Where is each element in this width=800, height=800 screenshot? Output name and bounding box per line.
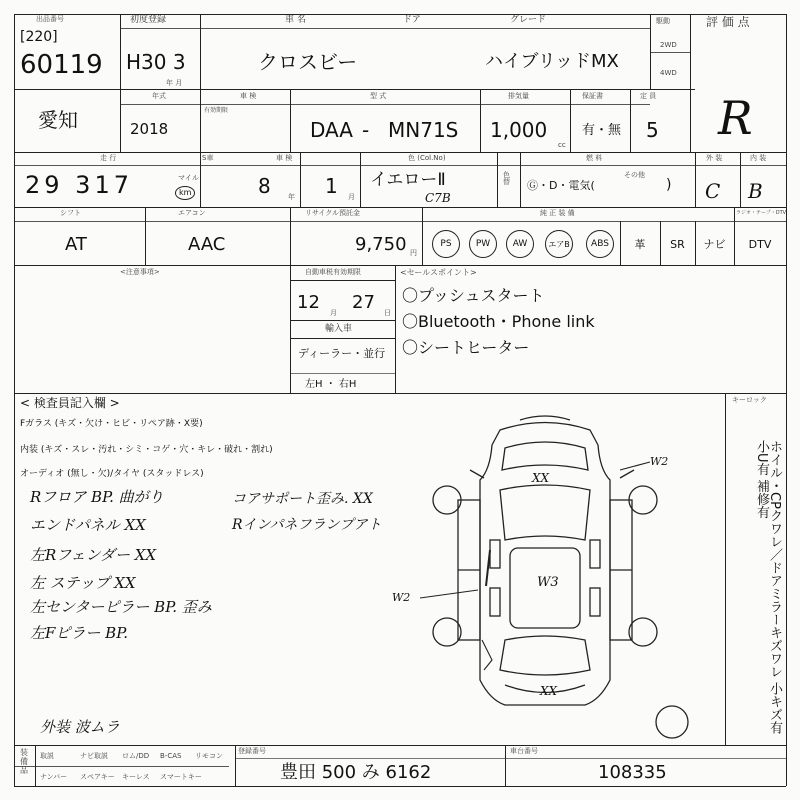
tax-expiry-day: 27 — [352, 292, 375, 313]
plate-label: 登録番号 — [238, 747, 266, 755]
mileage-label: 走 行 — [100, 154, 117, 162]
inspector-note-1: Rフロア BP. 曲がり — [30, 488, 164, 506]
auction-score: R — [718, 91, 753, 145]
first-registration-unit: 年 月 — [166, 79, 183, 87]
door-label: ドア — [403, 15, 421, 25]
recycle-label: リサイクル預託金 — [305, 209, 361, 217]
item-spare-key: スペアキー — [80, 773, 115, 781]
inspector-note-right-2: Rインパネフランプアト — [232, 517, 382, 533]
grade: ハイブリッドMX — [485, 51, 619, 72]
tax-expiry-label: 自動車税有効期限 — [305, 268, 361, 276]
interior-grade: B — [748, 179, 763, 203]
fuel-options: Ⓖ・D・電気( — [527, 179, 595, 192]
mileage-unit-alt: マイル — [178, 174, 199, 182]
mileage-unit: km — [175, 186, 195, 200]
air-conditioner: AAC — [188, 234, 226, 255]
equipment-navi: ナビ — [703, 238, 726, 251]
color-change-label: 色替 — [503, 171, 510, 186]
equipment-ps: PS — [432, 230, 460, 258]
first-registration-label: 初度登録 — [130, 15, 167, 25]
drive-2wd: 2WD — [660, 41, 677, 49]
sales-point-3: 〇シートヒーター — [402, 338, 530, 357]
tax-expiry-month: 12 — [297, 292, 320, 313]
damage-mark-front: XX — [532, 471, 550, 485]
damage-mark-roof: W3 — [537, 575, 559, 590]
inspector-note-2: エンドパネル XX — [30, 516, 146, 534]
equipment-dtv: DTV — [748, 237, 772, 251]
item-keyless: キーレス — [122, 773, 150, 781]
damage-mark-left: W2 — [392, 591, 411, 604]
shaken-label: 車 検 — [276, 154, 293, 162]
item-remote: リモコン — [195, 752, 223, 760]
windshield-check: Fガラス (キズ・欠け・ヒビ・リペア跡・X要) — [20, 419, 203, 429]
equipment-abs: ABS — [586, 230, 614, 258]
shift-label: シフト — [60, 209, 81, 217]
mileage: 29 317 — [25, 171, 133, 199]
model-prefix: DAA — [310, 118, 353, 142]
items-label: 装備品 — [20, 748, 28, 775]
warranty-label: 保証書 — [582, 92, 603, 100]
inspector-title: < 検査員記入欄 > — [20, 396, 120, 410]
damage-mark-right: W2 — [650, 455, 669, 468]
equipment-leather: 革 — [634, 238, 646, 251]
audio-tire-check: オーディオ (無し・欠)/タイヤ (スタッドレス) — [20, 469, 204, 479]
location: 愛知 — [38, 108, 78, 132]
fuel-close: ) — [666, 177, 672, 193]
shift: AT — [65, 234, 87, 255]
shaken-month: 1 — [325, 174, 338, 198]
license-plate: 豊田 500 み 6162 — [280, 762, 432, 783]
item-navi-manual: ナビ取説 — [80, 752, 108, 760]
equipment-pw: PW — [469, 230, 497, 258]
handle-side: 左H ・ 右H — [305, 379, 357, 390]
capacity-label: 定 員 — [640, 92, 657, 100]
equipment-aw: AW — [506, 230, 534, 258]
tax-expiry-day-unit: 日 — [384, 309, 391, 317]
interior-check: 内装 (キズ・スレ・汚れ・シミ・コゲ・穴・キレ・破れ・割れ) — [20, 445, 273, 455]
sales-points-label: <セールスポイント> — [400, 268, 477, 277]
chassis-number: 108335 — [598, 762, 667, 783]
displacement-label: 排気量 — [508, 92, 529, 100]
ac-label: エアコン — [178, 209, 206, 217]
inspector-note-right-1: コアサポート歪み. XX — [232, 491, 373, 507]
lane-number: [220] — [20, 29, 58, 45]
item-smart-key: スマートキー — [160, 773, 202, 781]
vin-label: 車台番号 — [510, 747, 538, 755]
inspector-note-5: 左センターピラー BP. 歪み — [30, 598, 212, 616]
inspector-note-3: 左Rフェンダー XX — [30, 546, 157, 564]
drive-4wd: 4WD — [660, 69, 677, 77]
item-bcas: B-CAS — [160, 752, 182, 760]
model-year: 2018 — [130, 120, 169, 138]
equipment-airbag: エアB — [545, 230, 573, 258]
color-code: C7B — [425, 191, 451, 205]
inspector-note-6: 左Fピラー BP. — [30, 624, 129, 642]
lot-number: 60119 — [20, 50, 103, 80]
import-label: 輸入車 — [325, 324, 353, 334]
import-type: ディーラー・並行 — [298, 347, 386, 360]
score-label: 評 価 点 — [706, 15, 750, 29]
drive-label: 駆動 — [656, 17, 670, 25]
exterior-wave-note: 外装 波ムラ — [40, 718, 120, 736]
shaken-year-suffix: 年 — [288, 193, 295, 201]
year-label: 年式 — [152, 92, 166, 100]
grade-label: グレード — [510, 15, 547, 25]
model-code: MN71S — [388, 118, 459, 142]
equipment-label: 純 正 装 備 — [540, 209, 575, 217]
car-name-label: 車 名 — [285, 15, 306, 25]
inspector-note-4: 左 ステップ XX — [30, 574, 136, 592]
recycle-unit: 円 — [410, 249, 417, 257]
interior-label: 内 装 — [750, 154, 767, 162]
notes-label: <注意事項> — [120, 268, 160, 276]
warranty: 有・無 — [582, 123, 622, 138]
model-label: 型 式 — [370, 92, 387, 100]
car-name: クロスビー — [258, 50, 358, 74]
sales-point-1: 〇プッシュスタート — [402, 286, 545, 305]
keyless-label: キーロック — [732, 396, 767, 404]
damage-mark-rear: XX — [540, 684, 558, 698]
fuel-label: 燃 料 — [586, 154, 603, 162]
model-dash: - — [362, 118, 370, 142]
color-label: 色 (Col.No) — [408, 154, 446, 162]
displacement: 1,000 — [490, 118, 548, 142]
side-damage-note: ホイル・CPクワレ／ドアミラーキズワレ 小キズ有 小U有 補修有 — [754, 440, 782, 735]
lot-number-label: 出品番号 — [36, 15, 64, 23]
displacement-unit: cc — [558, 141, 566, 149]
shaken-month-suffix: 月 — [348, 193, 355, 201]
fuel-other: その他 — [624, 171, 645, 179]
item-manual: 取説 — [40, 752, 54, 760]
inspection-label: 車 検 — [240, 92, 257, 100]
item-number: ナンバー — [40, 773, 68, 781]
recycle-fee: 9,750 — [355, 234, 407, 255]
exterior-label: 外 装 — [706, 154, 723, 162]
first-registration: H30 3 — [126, 50, 186, 74]
shaken-year: 8 — [258, 174, 271, 198]
equipment-sunroof: SR — [670, 237, 685, 251]
equipment2-label: ラジオ・テープ・DTV — [736, 210, 787, 216]
body-color: イエローⅡ — [370, 170, 446, 190]
item-rom-dd: ロム/DD — [122, 752, 150, 760]
inspection-sub: 有効期限 — [204, 107, 229, 114]
sales-point-2: 〇Bluetooth・Phone link — [402, 312, 595, 331]
tax-expiry-month-unit: 月 — [330, 309, 337, 317]
capacity: 5 — [646, 118, 659, 142]
exterior-grade: C — [705, 179, 721, 203]
history-label: S車 — [202, 154, 214, 162]
